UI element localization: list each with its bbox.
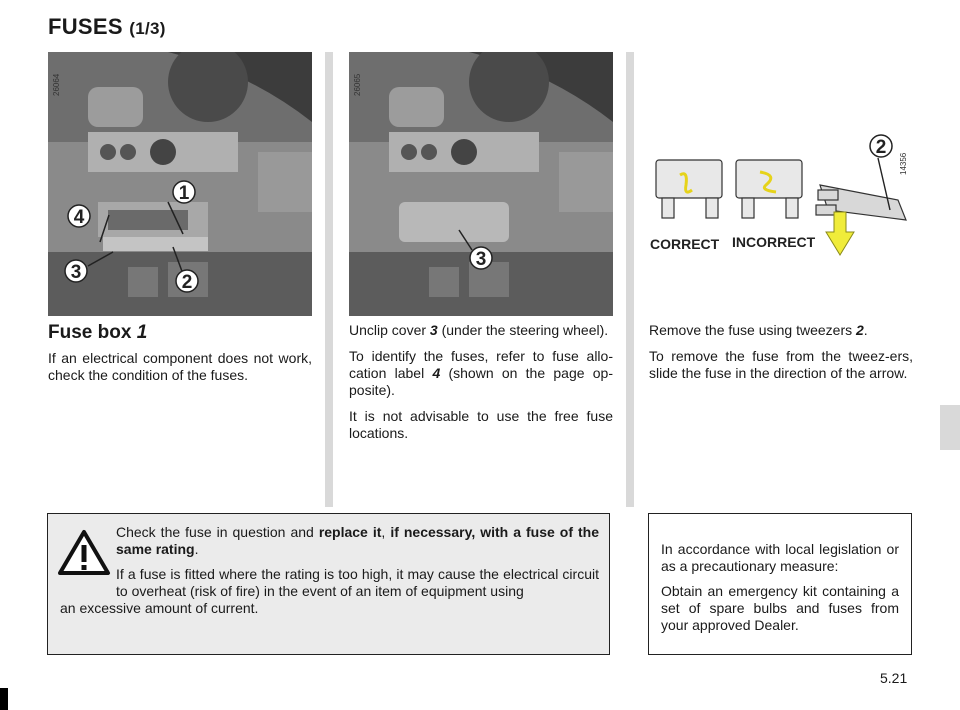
page-title: FUSES (1/3) bbox=[48, 14, 166, 39]
callout-4 bbox=[68, 205, 90, 228]
svg-text:2: 2 bbox=[875, 137, 887, 158]
callout-1 bbox=[173, 181, 195, 204]
col2-text: Unclip cover 3 (under the steering wheel). To identify the fuses, refer to fuse allo-cation label 4 (shown on the page op-posite). It is not advisable to use the free fuse locations. bbox=[349, 322, 614, 441]
info-box: In accordance with local legislation or as a precautionary measure: Obtain an emergency kit containing a set of spare bulbs and fuses from your approved Dealer. bbox=[648, 513, 912, 655]
callout-3 bbox=[470, 247, 492, 270]
section-heading: Fuse box 1 bbox=[48, 322, 148, 343]
svg-text:1: 1 bbox=[178, 183, 190, 204]
col3-text: Remove the fuse using tweezers 2. To remove the fuse from the tweez-ers, slide the fuse in the direction of the arrow. bbox=[649, 322, 913, 381]
photo2-ref: 26065 bbox=[353, 73, 362, 96]
col1-text: If an electrical component does not work, check the condition of the fuses. bbox=[48, 350, 312, 383]
callout-2 bbox=[870, 135, 892, 158]
page-number: 5.21 bbox=[880, 670, 908, 686]
fuse-box-photo bbox=[48, 52, 312, 316]
label-correct: CORRECT bbox=[650, 236, 720, 252]
column-divider bbox=[325, 52, 333, 507]
warning-box: Check the fuse in question and replace it, if necessary, with a fuse of the same rating. If a fuse is fitted where the rating is too high, it may cause the electrical circuit to overheat (risk of fire) in the event of an item of equipment using an excessive amount of current. bbox=[47, 513, 610, 655]
svg-text:3: 3 bbox=[70, 262, 82, 283]
chapter-tab bbox=[940, 405, 960, 450]
svg-text:3: 3 bbox=[475, 249, 487, 270]
tweezers-diagram bbox=[648, 130, 914, 265]
callout-3 bbox=[65, 260, 87, 283]
cover-photo bbox=[349, 52, 613, 316]
svg-text:14356: 14356 bbox=[899, 152, 908, 175]
photo1-ref: 26064 bbox=[52, 73, 61, 96]
corner-mark bbox=[0, 688, 8, 710]
svg-text:4: 4 bbox=[73, 207, 85, 228]
svg-text:2: 2 bbox=[181, 272, 193, 293]
label-incorrect: INCORRECT bbox=[732, 234, 816, 250]
callout-2 bbox=[176, 270, 198, 293]
column-divider bbox=[626, 52, 634, 507]
